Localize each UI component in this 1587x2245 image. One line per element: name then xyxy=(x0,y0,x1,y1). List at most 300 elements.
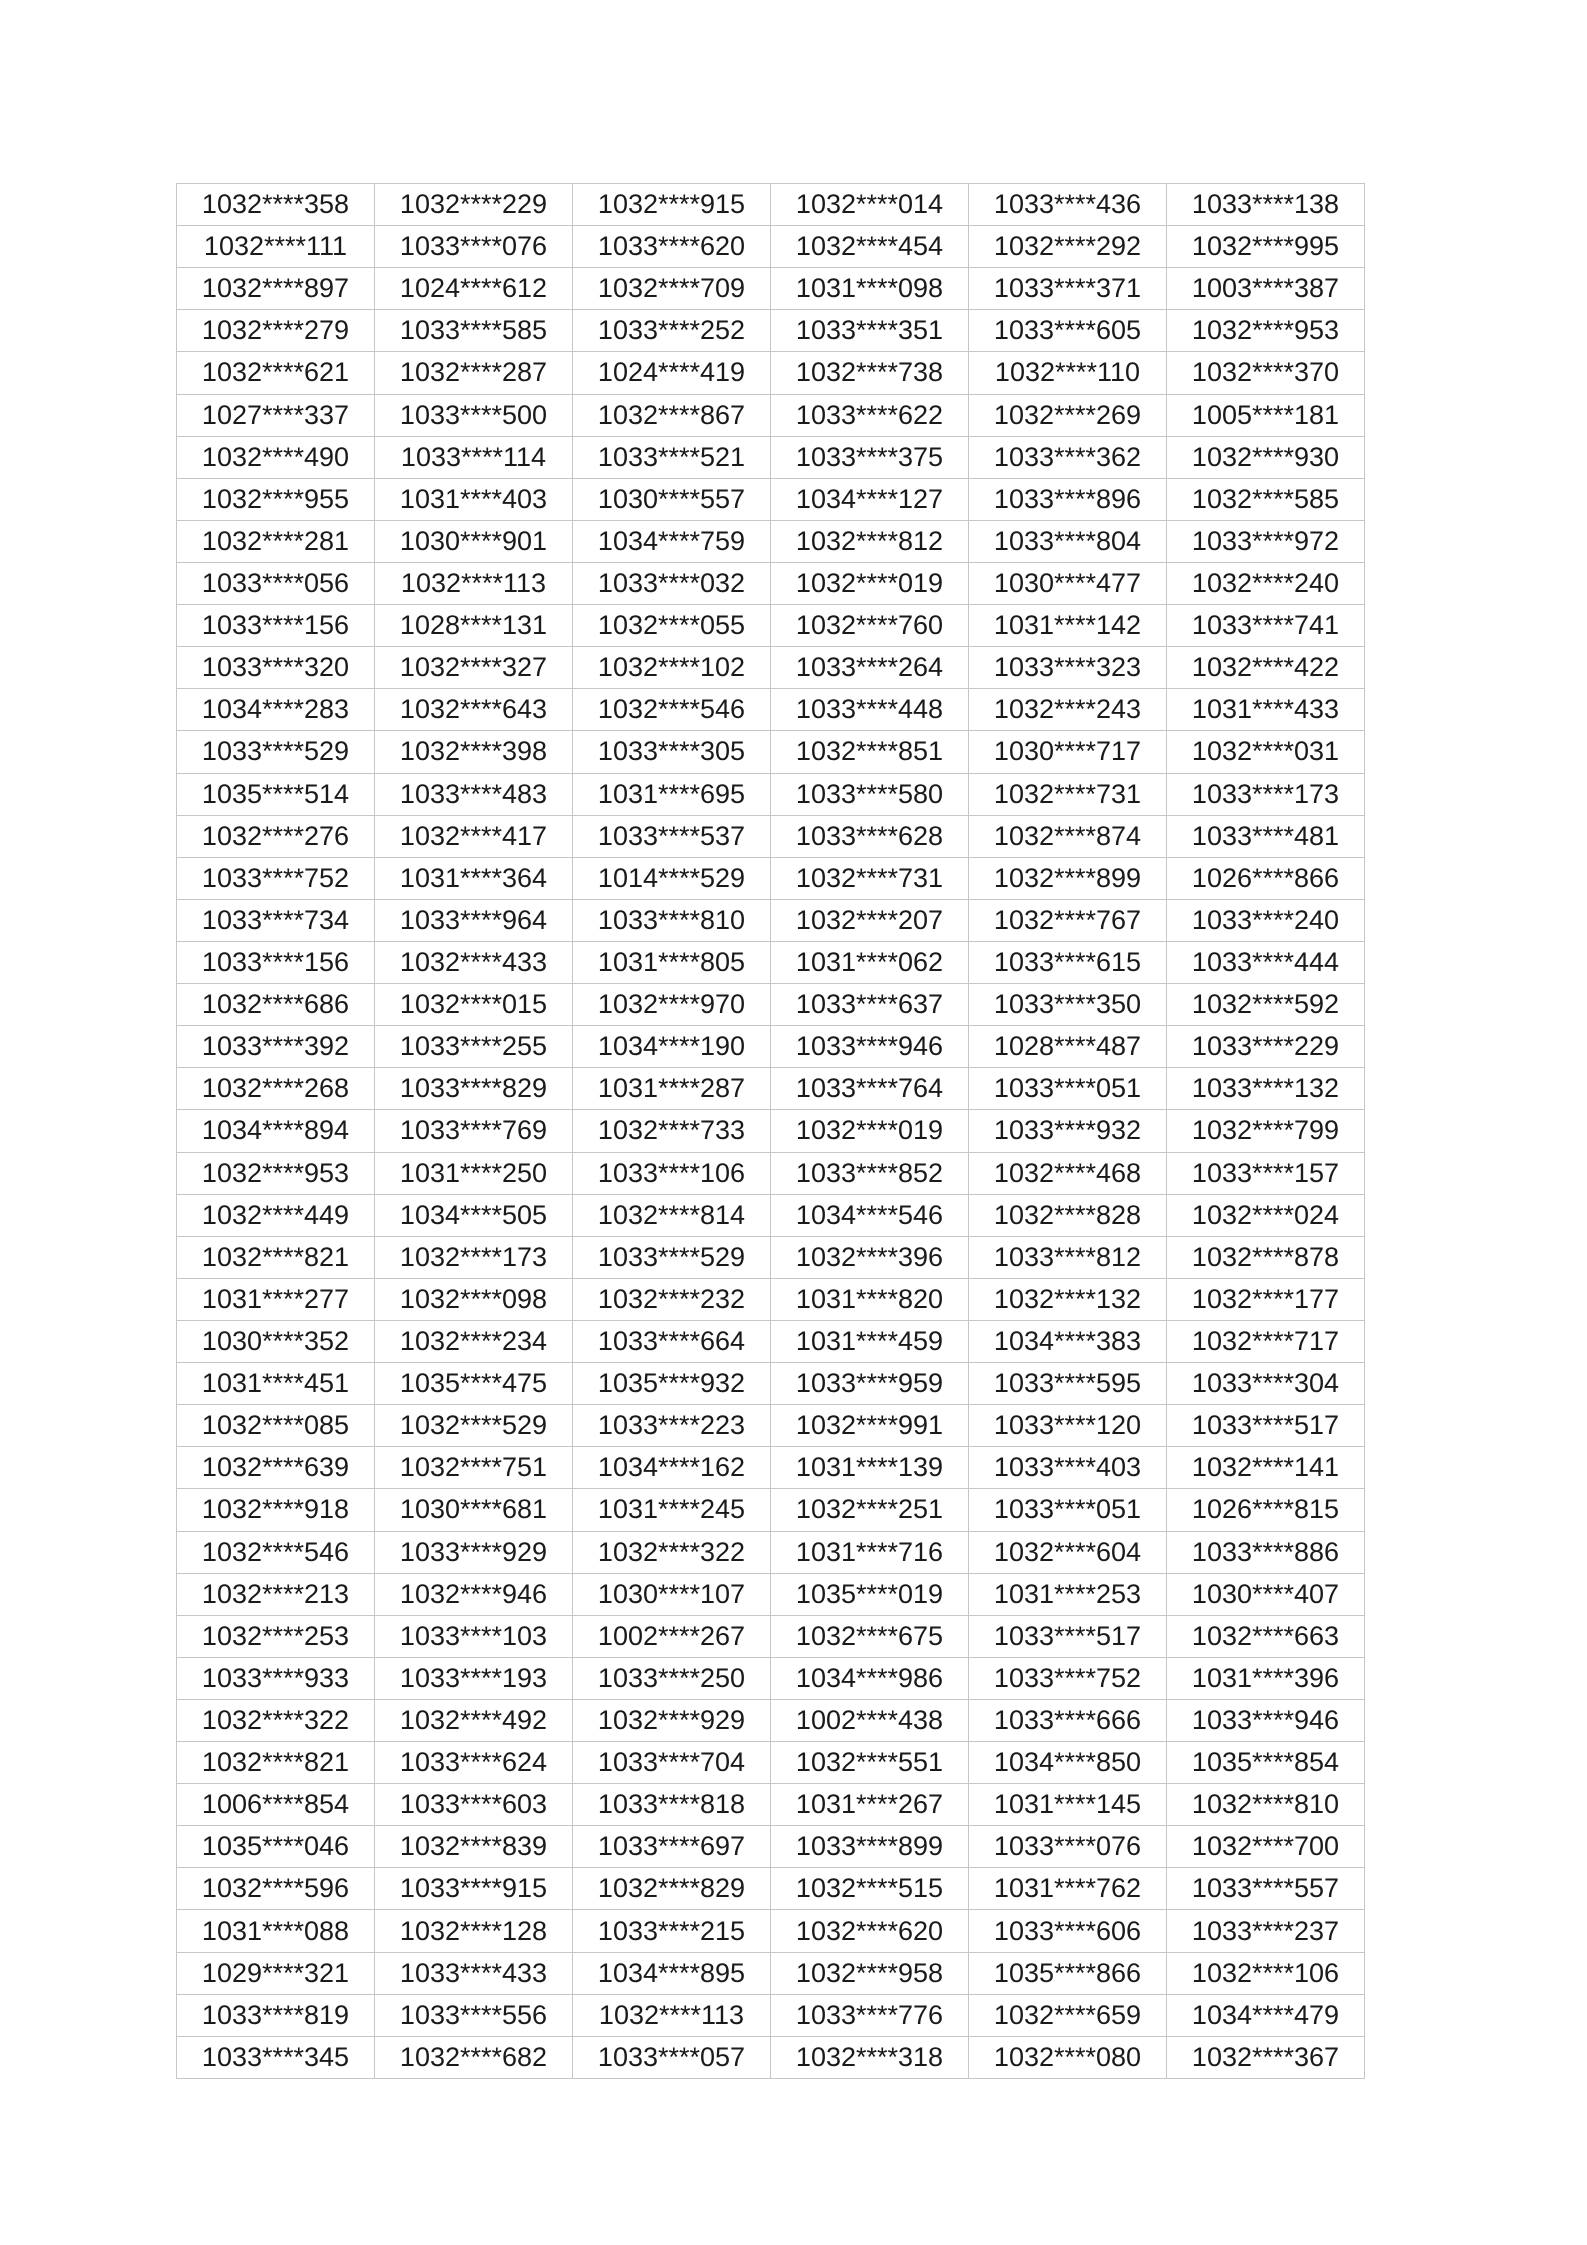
table-cell: 1033****704 xyxy=(573,1742,771,1784)
table-cell: 1032****269 xyxy=(969,394,1167,436)
table-row xyxy=(177,984,1365,1026)
table-cell: 1028****131 xyxy=(375,605,573,647)
table-row xyxy=(177,310,1365,352)
table-cell: 1032****604 xyxy=(969,1531,1167,1573)
table-row xyxy=(177,941,1365,983)
table-cell: 1031****277 xyxy=(177,1278,375,1320)
table-cell: 1032****991 xyxy=(771,1405,969,1447)
table-cell: 1032****867 xyxy=(573,394,771,436)
table-cell: 1032****897 xyxy=(177,268,375,310)
table-cell: 1032****454 xyxy=(771,226,969,268)
table-cell: 1033****240 xyxy=(1167,899,1365,941)
table-cell: 1030****407 xyxy=(1167,1573,1365,1615)
table-row xyxy=(177,1489,1365,1531)
table-cell: 1034****127 xyxy=(771,478,969,520)
table-cell: 1032****929 xyxy=(573,1699,771,1741)
table-cell: 1033****819 xyxy=(177,1994,375,2036)
table-row xyxy=(177,1110,1365,1152)
table-cell: 1032****620 xyxy=(771,1910,969,1952)
table-cell: 1033****764 xyxy=(771,1068,969,1110)
table-cell: 1033****156 xyxy=(177,605,375,647)
table-row xyxy=(177,184,1365,226)
table-cell: 1032****015 xyxy=(375,984,573,1026)
table-cell: 1030****681 xyxy=(375,1489,573,1531)
table-cell: 1033****157 xyxy=(1167,1152,1365,1194)
table-cell: 1032****396 xyxy=(771,1236,969,1278)
table-cell: 1031****142 xyxy=(969,605,1167,647)
table-cell: 1026****815 xyxy=(1167,1489,1365,1531)
table-cell: 1035****019 xyxy=(771,1573,969,1615)
table-cell: 1033****350 xyxy=(969,984,1167,1026)
table-row xyxy=(177,226,1365,268)
table-cell: 1032****322 xyxy=(573,1531,771,1573)
table-cell: 1033****741 xyxy=(1167,605,1365,647)
table-cell: 1033****818 xyxy=(573,1784,771,1826)
table-cell: 1032****592 xyxy=(1167,984,1365,1026)
table-cell: 1032****821 xyxy=(177,1742,375,1784)
table-cell: 1032****281 xyxy=(177,520,375,562)
table-row xyxy=(177,1278,1365,1320)
table-row xyxy=(177,731,1365,773)
table-cell: 1024****419 xyxy=(573,352,771,394)
table-cell: 1034****895 xyxy=(573,1952,771,1994)
table-cell: 1031****139 xyxy=(771,1447,969,1489)
table-cell: 1032****251 xyxy=(771,1489,969,1531)
table-row xyxy=(177,857,1365,899)
table-cell: 1033****517 xyxy=(1167,1405,1365,1447)
table-cell: 1032****113 xyxy=(375,562,573,604)
table-cell: 1029****321 xyxy=(177,1952,375,1994)
table-cell: 1033****557 xyxy=(1167,1868,1365,1910)
table-cell: 1033****255 xyxy=(375,1026,573,1068)
table-row xyxy=(177,1994,1365,2036)
table-cell: 1032****292 xyxy=(969,226,1167,268)
table-cell: 1033****585 xyxy=(375,310,573,352)
table-cell: 1024****612 xyxy=(375,268,573,310)
table-cell: 1031****253 xyxy=(969,1573,1167,1615)
table-cell: 1032****085 xyxy=(177,1405,375,1447)
table-cell: 1035****932 xyxy=(573,1363,771,1405)
table-cell: 1032****055 xyxy=(573,605,771,647)
table-cell: 1031****459 xyxy=(771,1320,969,1362)
table-cell: 1033****810 xyxy=(573,899,771,941)
table-cell: 1032****733 xyxy=(573,1110,771,1152)
table-cell: 1032****173 xyxy=(375,1236,573,1278)
table-row xyxy=(177,352,1365,394)
table-cell: 1032****930 xyxy=(1167,436,1365,478)
table-row xyxy=(177,1826,1365,1868)
table-cell: 1032****551 xyxy=(771,1742,969,1784)
table-cell: 1033****929 xyxy=(375,1531,573,1573)
table-cell: 1032****024 xyxy=(1167,1194,1365,1236)
table-cell: 1032****232 xyxy=(573,1278,771,1320)
table-row xyxy=(177,268,1365,310)
table-cell: 1033****697 xyxy=(573,1826,771,1868)
table-cell: 1034****759 xyxy=(573,520,771,562)
table-cell: 1034****546 xyxy=(771,1194,969,1236)
table-cell: 1031****451 xyxy=(177,1363,375,1405)
table-cell: 1033****615 xyxy=(969,941,1167,983)
table-cell: 1032****546 xyxy=(177,1531,375,1573)
table-cell: 1033****106 xyxy=(573,1152,771,1194)
table-cell: 1033****628 xyxy=(771,815,969,857)
table-row xyxy=(177,1026,1365,1068)
table-cell: 1032****014 xyxy=(771,184,969,226)
table-cell: 1032****851 xyxy=(771,731,969,773)
table-cell: 1033****483 xyxy=(375,773,573,815)
table-cell: 1033****250 xyxy=(573,1657,771,1699)
table-cell: 1032****398 xyxy=(375,731,573,773)
table-row xyxy=(177,815,1365,857)
table-cell: 1033****521 xyxy=(573,436,771,478)
table-cell: 1031****250 xyxy=(375,1152,573,1194)
table-cell: 1032****799 xyxy=(1167,1110,1365,1152)
table-cell: 1014****529 xyxy=(573,857,771,899)
table-cell: 1033****132 xyxy=(1167,1068,1365,1110)
table-cell: 1033****403 xyxy=(969,1447,1167,1489)
table-cell: 1032****358 xyxy=(177,184,375,226)
table-row xyxy=(177,1573,1365,1615)
table-cell: 1034****383 xyxy=(969,1320,1167,1362)
table-cell: 1033****173 xyxy=(1167,773,1365,815)
table-cell: 1032****132 xyxy=(969,1278,1167,1320)
table-cell: 1032****751 xyxy=(375,1447,573,1489)
table-cell: 1031****716 xyxy=(771,1531,969,1573)
table-cell: 1033****896 xyxy=(969,478,1167,520)
table-cell: 1033****666 xyxy=(969,1699,1167,1741)
table-row xyxy=(177,1657,1365,1699)
table-cell: 1033****114 xyxy=(375,436,573,478)
table-cell: 1031****287 xyxy=(573,1068,771,1110)
table-cell: 1034****986 xyxy=(771,1657,969,1699)
table-cell: 1030****352 xyxy=(177,1320,375,1362)
table-cell: 1032****080 xyxy=(969,2036,1167,2078)
table-cell: 1032****760 xyxy=(771,605,969,647)
table-cell: 1032****268 xyxy=(177,1068,375,1110)
table-cell: 1033****345 xyxy=(177,2036,375,2078)
table-cell: 1033****517 xyxy=(969,1615,1167,1657)
table-cell: 1032****663 xyxy=(1167,1615,1365,1657)
table-cell: 1033****362 xyxy=(969,436,1167,478)
table-cell: 1033****804 xyxy=(969,520,1167,562)
table-cell: 1034****162 xyxy=(573,1447,771,1489)
table-cell: 1032****110 xyxy=(969,352,1167,394)
table-cell: 1031****062 xyxy=(771,941,969,983)
table-cell: 1032****828 xyxy=(969,1194,1167,1236)
table-cell: 1002****267 xyxy=(573,1615,771,1657)
table-cell: 1033****433 xyxy=(375,1952,573,1994)
table-cell: 1032****659 xyxy=(969,1994,1167,2036)
table-cell: 1033****076 xyxy=(375,226,573,268)
table-row xyxy=(177,1363,1365,1405)
table-cell: 1033****776 xyxy=(771,1994,969,2036)
table-cell: 1033****223 xyxy=(573,1405,771,1447)
table-cell: 1033****752 xyxy=(177,857,375,899)
table-cell: 1030****477 xyxy=(969,562,1167,604)
table-cell: 1032****322 xyxy=(177,1699,375,1741)
table-cell: 1032****621 xyxy=(177,352,375,394)
table-cell: 1032****279 xyxy=(177,310,375,352)
table-cell: 1033****264 xyxy=(771,647,969,689)
table-cell: 1033****959 xyxy=(771,1363,969,1405)
table-cell: 1033****852 xyxy=(771,1152,969,1194)
table-cell: 1031****762 xyxy=(969,1868,1167,1910)
table-cell: 1032****240 xyxy=(1167,562,1365,604)
table-cell: 1033****375 xyxy=(771,436,969,478)
table-cell: 1032****019 xyxy=(771,1110,969,1152)
table-cell: 1032****019 xyxy=(771,562,969,604)
table-cell: 1033****556 xyxy=(375,1994,573,2036)
table-cell: 1033****620 xyxy=(573,226,771,268)
table-cell: 1032****327 xyxy=(375,647,573,689)
table-cell: 1033****051 xyxy=(969,1489,1167,1531)
table-cell: 1033****032 xyxy=(573,562,771,604)
table-row xyxy=(177,773,1365,815)
table-cell: 1031****088 xyxy=(177,1910,375,1952)
table-cell: 1033****529 xyxy=(573,1236,771,1278)
table-cell: 1006****854 xyxy=(177,1784,375,1826)
table-cell: 1032****915 xyxy=(573,184,771,226)
table-row xyxy=(177,1615,1365,1657)
table-cell: 1032****878 xyxy=(1167,1236,1365,1278)
table-cell: 1031****433 xyxy=(1167,689,1365,731)
table-cell: 1032****468 xyxy=(969,1152,1167,1194)
table-cell: 1030****557 xyxy=(573,478,771,520)
table-cell: 1033****637 xyxy=(771,984,969,1026)
table-cell: 1033****606 xyxy=(969,1910,1167,1952)
table-cell: 1031****805 xyxy=(573,941,771,983)
table-cell: 1032****767 xyxy=(969,899,1167,941)
table-cell: 1033****734 xyxy=(177,899,375,941)
table-cell: 1032****367 xyxy=(1167,2036,1365,2078)
table-cell: 1033****622 xyxy=(771,394,969,436)
table-cell: 1028****487 xyxy=(969,1026,1167,1068)
table-cell: 1032****490 xyxy=(177,436,375,478)
table-cell: 1031****396 xyxy=(1167,1657,1365,1699)
table-cell: 1033****305 xyxy=(573,731,771,773)
table-cell: 1032****515 xyxy=(771,1868,969,1910)
table-cell: 1032****814 xyxy=(573,1194,771,1236)
table-cell: 1032****686 xyxy=(177,984,375,1026)
table-cell: 1033****580 xyxy=(771,773,969,815)
table-row xyxy=(177,436,1365,478)
table-cell: 1032****318 xyxy=(771,2036,969,2078)
table-cell: 1033****252 xyxy=(573,310,771,352)
table-cell: 1032****958 xyxy=(771,1952,969,1994)
table-row xyxy=(177,1405,1365,1447)
table-cell: 1035****866 xyxy=(969,1952,1167,1994)
table-cell: 1033****886 xyxy=(1167,1531,1365,1573)
id-number-table xyxy=(176,183,1365,2079)
table-row xyxy=(177,2036,1365,2078)
table-cell: 1032****731 xyxy=(771,857,969,899)
table-cell: 1033****605 xyxy=(969,310,1167,352)
table-cell: 1032****639 xyxy=(177,1447,375,1489)
table-cell: 1031****245 xyxy=(573,1489,771,1531)
table-cell: 1034****505 xyxy=(375,1194,573,1236)
table-cell: 1005****181 xyxy=(1167,394,1365,436)
table-row xyxy=(177,899,1365,941)
table-cell: 1033****304 xyxy=(1167,1363,1365,1405)
table-cell: 1033****138 xyxy=(1167,184,1365,226)
table-cell: 1033****444 xyxy=(1167,941,1365,983)
table-cell: 1032****113 xyxy=(573,1994,771,2036)
table-cell: 1032****207 xyxy=(771,899,969,941)
table-cell: 1032****177 xyxy=(1167,1278,1365,1320)
table-row xyxy=(177,1868,1365,1910)
table-row xyxy=(177,1447,1365,1489)
table-cell: 1033****448 xyxy=(771,689,969,731)
table-cell: 1002****438 xyxy=(771,1699,969,1741)
table-row xyxy=(177,1952,1365,1994)
table-row xyxy=(177,394,1365,436)
table-cell: 1033****529 xyxy=(177,731,375,773)
table-cell: 1033****964 xyxy=(375,899,573,941)
table-cell: 1032****287 xyxy=(375,352,573,394)
table-cell: 1032****276 xyxy=(177,815,375,857)
table-cell: 1032****839 xyxy=(375,1826,573,1868)
table-cell: 1033****057 xyxy=(573,2036,771,2078)
table-cell: 1032****829 xyxy=(573,1868,771,1910)
table-cell: 1032****946 xyxy=(375,1573,573,1615)
table-cell: 1033****752 xyxy=(969,1657,1167,1699)
table-cell: 1032****433 xyxy=(375,941,573,983)
table-row xyxy=(177,605,1365,647)
table-cell: 1030****107 xyxy=(573,1573,771,1615)
table-cell: 1033****229 xyxy=(1167,1026,1365,1068)
table-cell: 1033****193 xyxy=(375,1657,573,1699)
table-cell: 1032****253 xyxy=(177,1615,375,1657)
table-cell: 1033****829 xyxy=(375,1068,573,1110)
table-cell: 1033****664 xyxy=(573,1320,771,1362)
table-cell: 1033****076 xyxy=(969,1826,1167,1868)
table-cell: 1032****643 xyxy=(375,689,573,731)
table-cell: 1032****422 xyxy=(1167,647,1365,689)
table-cell: 1033****215 xyxy=(573,1910,771,1952)
table-row xyxy=(177,689,1365,731)
table-row xyxy=(177,1742,1365,1784)
table-cell: 1035****514 xyxy=(177,773,375,815)
table-cell: 1033****946 xyxy=(1167,1699,1365,1741)
table-cell: 1033****051 xyxy=(969,1068,1167,1110)
table-row xyxy=(177,1784,1365,1826)
table-cell: 1032****717 xyxy=(1167,1320,1365,1362)
table-cell: 1033****932 xyxy=(969,1110,1167,1152)
table-cell: 1033****946 xyxy=(771,1026,969,1068)
table-cell: 1032****546 xyxy=(573,689,771,731)
table-cell: 1033****500 xyxy=(375,394,573,436)
table-cell: 1031****820 xyxy=(771,1278,969,1320)
table-cell: 1034****283 xyxy=(177,689,375,731)
table-cell: 1033****056 xyxy=(177,562,375,604)
table-row xyxy=(177,1152,1365,1194)
table-cell: 1032****731 xyxy=(969,773,1167,815)
table-row xyxy=(177,478,1365,520)
table-cell: 1034****894 xyxy=(177,1110,375,1152)
table-cell: 1032****098 xyxy=(375,1278,573,1320)
table-cell: 1033****933 xyxy=(177,1657,375,1699)
table-cell: 1032****953 xyxy=(1167,310,1365,352)
table-cell: 1032****417 xyxy=(375,815,573,857)
table-cell: 1033****915 xyxy=(375,1868,573,1910)
table-row xyxy=(177,562,1365,604)
table-cell: 1032****585 xyxy=(1167,478,1365,520)
table-cell: 1026****866 xyxy=(1167,857,1365,899)
table-cell: 1034****479 xyxy=(1167,1994,1365,2036)
table-row xyxy=(177,647,1365,689)
table-cell: 1035****475 xyxy=(375,1363,573,1405)
table-cell: 1033****320 xyxy=(177,647,375,689)
table-cell: 1033****392 xyxy=(177,1026,375,1068)
table-cell: 1032****229 xyxy=(375,184,573,226)
table-cell: 1032****918 xyxy=(177,1489,375,1531)
table-cell: 1032****370 xyxy=(1167,352,1365,394)
table-cell: 1033****769 xyxy=(375,1110,573,1152)
table-cell: 1032****675 xyxy=(771,1615,969,1657)
table-row xyxy=(177,1910,1365,1952)
table-row xyxy=(177,1068,1365,1110)
table-cell: 1032****596 xyxy=(177,1868,375,1910)
table-cell: 1035****854 xyxy=(1167,1742,1365,1784)
table-cell: 1032****234 xyxy=(375,1320,573,1362)
table-cell: 1033****120 xyxy=(969,1405,1167,1447)
table-cell: 1033****481 xyxy=(1167,815,1365,857)
table-cell: 1030****717 xyxy=(969,731,1167,773)
table-cell: 1034****850 xyxy=(969,1742,1167,1784)
table-cell: 1032****899 xyxy=(969,857,1167,899)
table-cell: 1035****046 xyxy=(177,1826,375,1868)
table-cell: 1032****243 xyxy=(969,689,1167,731)
table-cell: 1034****190 xyxy=(573,1026,771,1068)
table-cell: 1032****953 xyxy=(177,1152,375,1194)
table-cell: 1032****141 xyxy=(1167,1447,1365,1489)
table-cell: 1033****899 xyxy=(771,1826,969,1868)
table-cell: 1033****812 xyxy=(969,1236,1167,1278)
table-cell: 1032****810 xyxy=(1167,1784,1365,1826)
table-cell: 1031****403 xyxy=(375,478,573,520)
table-cell: 1032****700 xyxy=(1167,1826,1365,1868)
table-cell: 1031****695 xyxy=(573,773,771,815)
table-cell: 1031****267 xyxy=(771,1784,969,1826)
table-cell: 1003****387 xyxy=(1167,268,1365,310)
table-cell: 1032****111 xyxy=(177,226,375,268)
table-cell: 1030****901 xyxy=(375,520,573,562)
table-cell: 1033****103 xyxy=(375,1615,573,1657)
table-cell: 1033****972 xyxy=(1167,520,1365,562)
table-cell: 1027****337 xyxy=(177,394,375,436)
table-body xyxy=(177,184,1365,2079)
table-cell: 1032****812 xyxy=(771,520,969,562)
table-cell: 1032****128 xyxy=(375,1910,573,1952)
table-row xyxy=(177,1320,1365,1362)
table-cell: 1032****821 xyxy=(177,1236,375,1278)
table-cell: 1032****955 xyxy=(177,478,375,520)
table-cell: 1032****492 xyxy=(375,1699,573,1741)
table-cell: 1032****106 xyxy=(1167,1952,1365,1994)
table-cell: 1033****371 xyxy=(969,268,1167,310)
table-cell: 1033****351 xyxy=(771,310,969,352)
table-cell: 1033****603 xyxy=(375,1784,573,1826)
table-cell: 1031****098 xyxy=(771,268,969,310)
table-cell: 1032****709 xyxy=(573,268,771,310)
table-row xyxy=(177,1194,1365,1236)
table-cell: 1032****529 xyxy=(375,1405,573,1447)
table-cell: 1031****145 xyxy=(969,1784,1167,1826)
table-cell: 1033****237 xyxy=(1167,1910,1365,1952)
table-cell: 1031****364 xyxy=(375,857,573,899)
table-cell: 1032****682 xyxy=(375,2036,573,2078)
table-cell: 1032****995 xyxy=(1167,226,1365,268)
